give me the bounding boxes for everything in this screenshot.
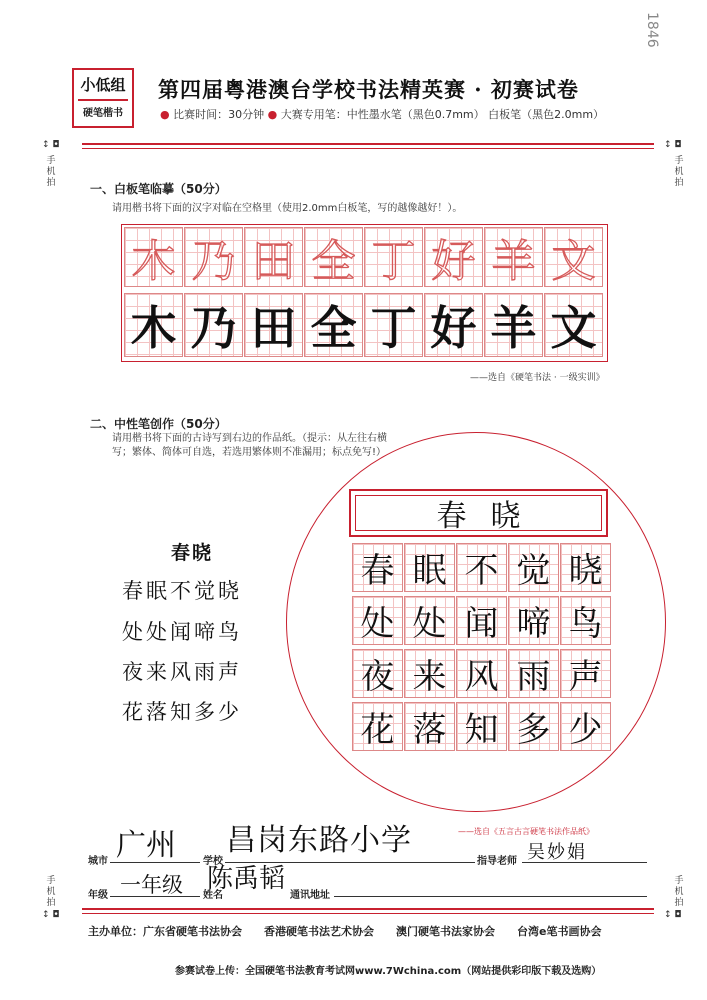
write-cell[interactable] bbox=[304, 293, 363, 357]
group-subtitle: 硬笔楷书 bbox=[83, 108, 123, 119]
work-cell[interactable] bbox=[508, 543, 559, 592]
scan-marker-icon: ↕ ◘ bbox=[664, 910, 682, 920]
group-divider bbox=[78, 99, 128, 101]
trace-cell bbox=[484, 227, 543, 287]
group-badge bbox=[72, 68, 134, 128]
bullet-icon: ● bbox=[267, 108, 278, 121]
trace-char: 文 bbox=[551, 236, 596, 287]
work-cell[interactable] bbox=[404, 596, 455, 645]
organizers: 主办单位：广东省硬笔书法协会 香港硬笔书法艺术协会 澳门硬笔书法家协会 台湾e笔书画协会 bbox=[88, 925, 602, 938]
work-cell[interactable] bbox=[352, 543, 403, 592]
bullet-icon: ● bbox=[160, 108, 170, 121]
copy-grid bbox=[121, 224, 608, 362]
section1-instruction: 请用楷书将下面的汉字对临在空格里（使用2.0mm白板笔，写的越像越好！）。 bbox=[112, 203, 463, 214]
side-label-left-bottom: 手机拍 bbox=[46, 876, 56, 908]
work-cell[interactable] bbox=[352, 702, 403, 751]
work-cell[interactable] bbox=[560, 649, 611, 698]
written-char: 全 bbox=[310, 301, 357, 355]
write-cell[interactable] bbox=[184, 293, 243, 357]
work-cell[interactable] bbox=[456, 649, 507, 698]
name-field[interactable]: 陈禹韬 bbox=[207, 864, 286, 894]
address-field[interactable] bbox=[334, 896, 647, 897]
scan-marker-icon: ↕ ◘ bbox=[42, 910, 60, 920]
trace-char: 好 bbox=[431, 236, 476, 287]
teacher-field[interactable]: 吴妙娟 bbox=[527, 842, 587, 863]
section1-source: ——选自《硬笔书法 · 一级实训》 bbox=[470, 373, 605, 383]
school-label: 学校 bbox=[203, 856, 223, 867]
written-poem-char: 处 bbox=[412, 604, 447, 644]
written-poem-char: 少 bbox=[568, 710, 603, 750]
header-rule-bottom bbox=[82, 148, 654, 149]
write-cell[interactable] bbox=[364, 293, 423, 357]
section1-title: 一、白板笔临摹（50分） bbox=[90, 182, 227, 196]
written-poem-char: 来 bbox=[412, 657, 447, 697]
scan-marker-icon: ↕ ◘ bbox=[664, 140, 682, 150]
city-field[interactable]: 广州 bbox=[116, 828, 176, 863]
teacher-label: 指导老师 bbox=[477, 856, 517, 867]
trace-char: 木 bbox=[131, 236, 176, 287]
side-label-right-bottom: 手机拍 bbox=[674, 876, 684, 908]
footer-rule-top bbox=[82, 908, 654, 910]
work-cell[interactable] bbox=[560, 596, 611, 645]
write-cell[interactable] bbox=[124, 293, 183, 357]
city-label: 城市 bbox=[88, 856, 108, 867]
section2-instruction: 请用楷书将下面的古诗写到右边的作品纸。（提示：从左往右横写；繁体、简体可自选，若选用繁体则不准漏用；标点免写!） bbox=[112, 433, 387, 458]
written-char: 乃 bbox=[190, 301, 237, 355]
exam-pens: 大赛专用笔：中性墨水笔（黑色0.7mm） 白板笔（黑色2.0mm） bbox=[280, 108, 605, 121]
trace-char: 乃 bbox=[191, 236, 236, 287]
work-cell[interactable] bbox=[456, 596, 507, 645]
trace-cell bbox=[124, 227, 183, 287]
exam-time: 比赛时间：30分钟 bbox=[173, 108, 265, 121]
poem-line: 处处闻啼鸟 bbox=[122, 620, 242, 644]
written-title-box[interactable] bbox=[349, 489, 608, 537]
written-poem-char: 雨 bbox=[516, 657, 551, 697]
footer-rule-bottom bbox=[82, 913, 654, 914]
work-cell[interactable] bbox=[352, 596, 403, 645]
section2-title: 二、中性笔创作（50分） bbox=[90, 417, 227, 431]
work-cell[interactable] bbox=[508, 702, 559, 751]
written-poem-char: 眠 bbox=[412, 551, 447, 591]
work-cell[interactable] bbox=[508, 649, 559, 698]
section2-source: ——选自《五言古言硬笔书法作品纸》 bbox=[458, 827, 594, 836]
trace-cell bbox=[364, 227, 423, 287]
written-char: 木 bbox=[130, 301, 177, 355]
written-poem-char: 知 bbox=[464, 710, 499, 750]
written-poem-char: 啼 bbox=[516, 604, 551, 644]
work-cell[interactable] bbox=[560, 702, 611, 751]
exam-info bbox=[160, 106, 604, 122]
trace-cell bbox=[424, 227, 483, 287]
written-char: 好 bbox=[430, 301, 477, 355]
written-poem-char: 鸟 bbox=[568, 604, 603, 644]
work-cell[interactable] bbox=[508, 596, 559, 645]
poem-line: 夜来风雨声 bbox=[122, 660, 242, 684]
group-name: 小低组 bbox=[80, 76, 126, 94]
write-cell[interactable] bbox=[244, 293, 303, 357]
written-poem-char: 春 bbox=[360, 551, 395, 591]
grade-label: 年级 bbox=[88, 890, 108, 901]
grade-field[interactable]: 一年级 bbox=[120, 873, 183, 897]
written-char: 田 bbox=[250, 301, 297, 355]
trace-char: 丁 bbox=[371, 236, 416, 287]
name-label: 姓名 bbox=[203, 890, 223, 901]
poem-line: 花落知多少 bbox=[122, 700, 242, 724]
written-poem-char: 处 bbox=[360, 604, 395, 644]
written-poem-char: 声 bbox=[568, 657, 603, 697]
write-cell[interactable] bbox=[484, 293, 543, 357]
trace-char: 田 bbox=[251, 236, 296, 287]
work-cell[interactable] bbox=[404, 543, 455, 592]
written-char: 文 bbox=[550, 301, 597, 355]
trace-char: 全 bbox=[311, 236, 356, 287]
written-poem-char: 闻 bbox=[464, 604, 499, 644]
side-label-right-top: 手机拍 bbox=[674, 156, 684, 188]
header-rule-top bbox=[82, 143, 654, 145]
trace-cell bbox=[244, 227, 303, 287]
work-cell[interactable] bbox=[456, 543, 507, 592]
work-cell[interactable] bbox=[352, 649, 403, 698]
work-cell[interactable] bbox=[404, 702, 455, 751]
side-label-left-top: 手机拍 bbox=[46, 156, 56, 188]
written-poem-char: 花 bbox=[360, 710, 395, 750]
poem-title: 春晓 bbox=[171, 542, 214, 564]
page-number: 1846 bbox=[644, 12, 660, 48]
trace-char: 羊 bbox=[491, 236, 536, 287]
written-char: 丁 bbox=[370, 301, 417, 355]
scan-marker-icon: ↕ ◘ bbox=[42, 140, 60, 150]
trace-cell bbox=[544, 227, 603, 287]
written-char: 羊 bbox=[490, 301, 537, 355]
written-poem-char: 晓 bbox=[568, 551, 603, 591]
written-title: 春晓 bbox=[436, 499, 545, 534]
written-poem-char: 多 bbox=[516, 710, 551, 750]
trace-cell bbox=[184, 227, 243, 287]
written-poem-char: 风 bbox=[464, 657, 499, 697]
work-cell[interactable] bbox=[560, 543, 611, 592]
trace-cell bbox=[304, 227, 363, 287]
write-cell[interactable] bbox=[544, 293, 603, 357]
written-poem-char: 落 bbox=[412, 710, 447, 750]
write-cell[interactable] bbox=[424, 293, 483, 357]
work-cell[interactable] bbox=[456, 702, 507, 751]
address-label: 通讯地址 bbox=[290, 890, 330, 901]
poem-line: 春眠不觉晓 bbox=[122, 579, 242, 603]
written-poem-char: 觉 bbox=[516, 551, 551, 591]
work-cell[interactable] bbox=[404, 649, 455, 698]
school-field[interactable]: 昌岗东路小学 bbox=[226, 823, 412, 858]
written-poem-char: 夜 bbox=[360, 657, 395, 697]
written-poem-char: 不 bbox=[464, 551, 499, 591]
upload-info: 参赛试卷上传：全国硬笔书法教育考试网www.7Wchina.com（网站提供彩印版下载及选购） bbox=[175, 966, 602, 977]
exam-title: 第四届粤港澳台学校书法精英赛 · 初赛试卷 bbox=[158, 77, 579, 102]
